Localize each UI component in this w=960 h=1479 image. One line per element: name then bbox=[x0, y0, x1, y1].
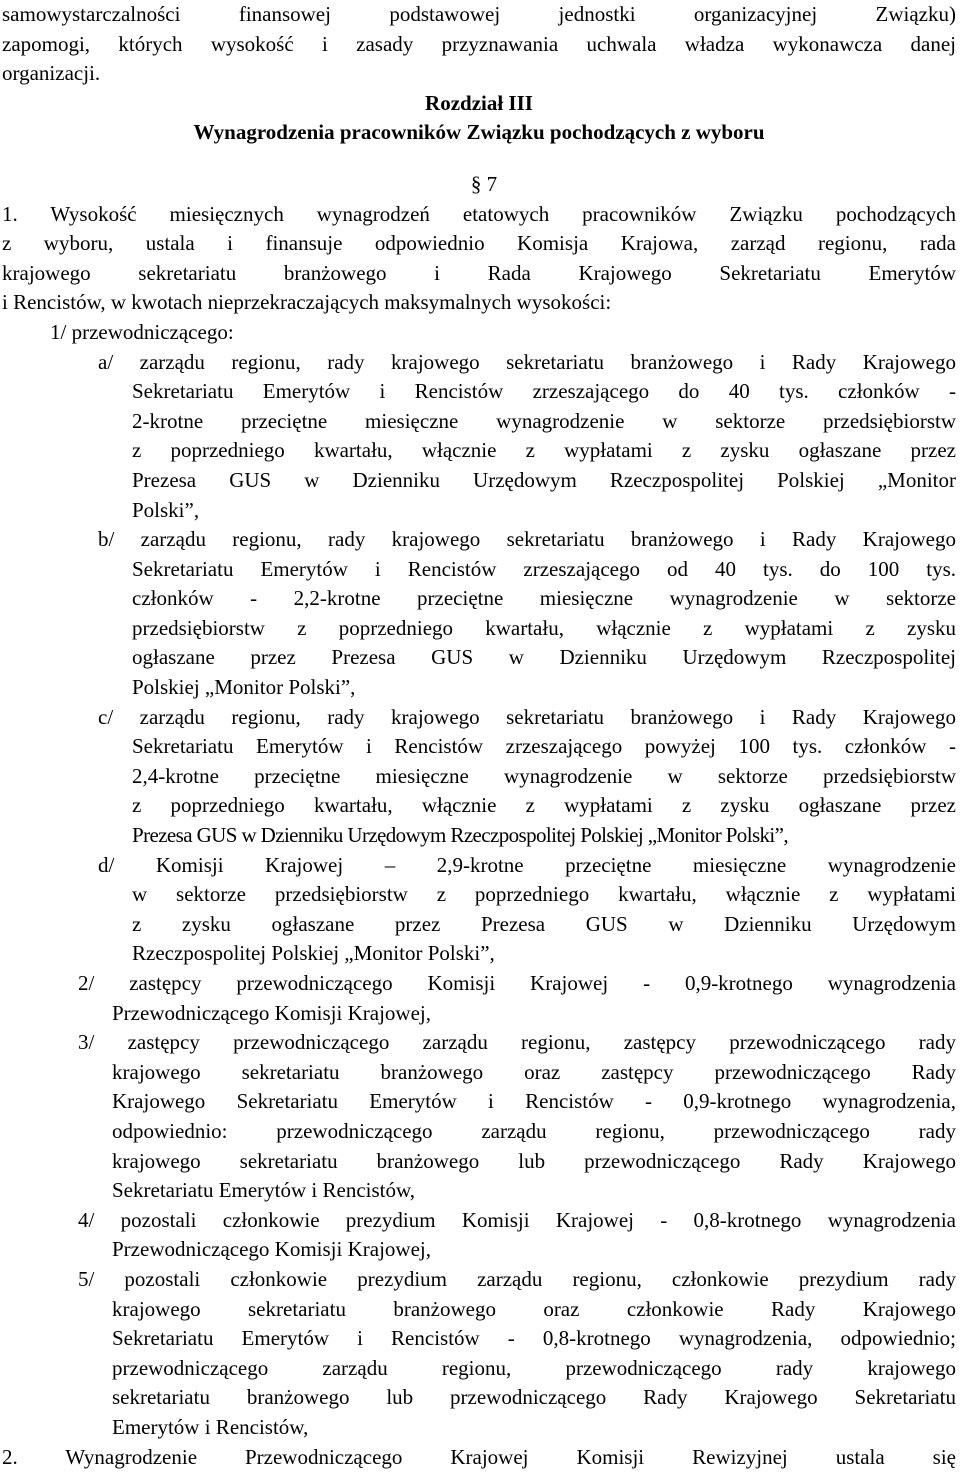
sub-item-d bbox=[2, 851, 956, 969]
text-line: członków - 2,2-krotne przeciętne miesięczne wynagrodzenie w sektorze bbox=[132, 586, 956, 611]
intro-line: zapomogi, których wysokość i zasady przyznawania uchwala władza wykonawcza danej bbox=[2, 31, 956, 56]
text-line: Sekretariatu Emerytów i Rencistów zrzeszającego do 40 tys. członków - bbox=[132, 379, 956, 404]
text-line: przedsiębiorstw z poprzedniego kwartału, włącznie z wypłatami z zysku bbox=[132, 615, 956, 640]
text-line: 3/ zastępcy przewodniczącego zarządu regionu, zastępcy przewodniczącego rady bbox=[78, 1030, 956, 1055]
text-line: Sekretariatu Emerytów i Rencistów - 0,8-krotnego wynagrodzenia, odpowiednio; bbox=[112, 1326, 956, 1351]
sub-item-c bbox=[2, 703, 956, 851]
list-item-4 bbox=[2, 1206, 956, 1265]
text-line: krajowego sekretariatu branżowego i Rada Krajowego Sekretariatu Emerytów bbox=[2, 260, 956, 285]
text-line: Prezesa GUS w Dzienniku Urzędowym Rzeczpospolitej Polskiej „Monitor Polski”, bbox=[132, 823, 789, 848]
text-line: Polski”, bbox=[132, 497, 200, 522]
section-number: § 7 bbox=[470, 171, 498, 196]
intro-line: samowystarczalności finansowej podstawowej jednostki organizacyjnej Związku) bbox=[2, 2, 956, 26]
text-line: b/ zarządu regionu, rady krajowego sekretariatu branżowego i Rady Krajowego bbox=[98, 527, 956, 552]
text-line: 2,4-krotne przeciętne miesięczne wynagrodzenie w sektorze przedsiębiorstw bbox=[132, 763, 956, 788]
text-line: 1. Wysokość miesięcznych wynagrodzeń etatowych pracowników Związku pochodzących bbox=[2, 201, 956, 226]
text-line: z wyboru, ustala i finansuje odpowiednio Komisja Krajowa, zarząd regionu, rada bbox=[2, 231, 956, 256]
text-line: ogłaszane przez Prezesa GUS w Dzienniku Urzędowym Rzeczpospolitej bbox=[132, 645, 956, 670]
text-line: a/ zarządu regionu, rady krajowego sekretariatu branżowego i Rady Krajowego bbox=[98, 349, 956, 374]
chapter-subtitle: Wynagrodzenia pracowników Związku pochodzących z wyboru bbox=[193, 120, 765, 145]
text-line: 2/ zastępcy przewodniczącego Komisji Krajowej - 0,9-krotnego wynagrodzenia bbox=[78, 971, 956, 995]
text-line: Emerytów i Rencistów, bbox=[112, 1414, 309, 1439]
text-line: sekretariatu branżowego lub przewodniczącego Rady Krajowego Sekretariatu bbox=[112, 1385, 956, 1410]
text-line: 2. Wynagrodzenie Przewodniczącego Krajowej Komisji Rewizyjnej ustala się bbox=[2, 1444, 956, 1469]
intro-line: organizacji. bbox=[2, 61, 101, 86]
sub-item-b bbox=[2, 525, 956, 703]
text-line: Prezesa GUS w Dzienniku Urzędowym Rzeczpospolitej Polskiej „Monitor bbox=[132, 467, 956, 492]
text-line: Sekretariatu Emerytów i Rencistów zrzeszającego od 40 tys. do 100 tys. bbox=[132, 556, 956, 581]
text-line: Sekretariatu Emerytów i Rencistów zrzeszającego powyżej 100 tys. członków - bbox=[132, 734, 956, 759]
text-line: Krajowego Sekretariatu Emerytów i Rencistów - 0,9-krotnego wynagrodzenia, bbox=[112, 1089, 956, 1114]
text-line: z poprzedniego kwartału, włącznie z wypłatami z zysku ogłaszane przez bbox=[132, 793, 956, 818]
text-line: z poprzedniego kwartału, włącznie z wypłatami z zysku ogłaszane przez bbox=[132, 438, 956, 463]
sub-item-a bbox=[2, 348, 956, 526]
list-item-2 bbox=[2, 969, 956, 1028]
chapter-heading bbox=[2, 89, 956, 148]
text-line: krajowego sekretariatu branżowego oraz zastępcy przewodniczącego Rady bbox=[112, 1059, 956, 1084]
text-line: Rzeczpospolitej Polskiej „Monitor Polski”, bbox=[132, 941, 495, 966]
text-line: d/ Komisji Krajowej – 2,9-krotne przeciętne miesięczne wynagrodzenie bbox=[98, 852, 956, 877]
chapter-title: Rozdział III bbox=[425, 90, 533, 115]
text-line: 2-krotne przeciętne miesięczne wynagrodzenie w sektorze przedsiębiorstw bbox=[132, 408, 956, 433]
text-line: przewodniczącego zarządu regionu, przewodniczącego rady krajowego bbox=[112, 1355, 956, 1380]
paragraph-1 bbox=[2, 200, 956, 348]
text-line: krajowego sekretariatu branżowego oraz członkowie Rady Krajowego bbox=[112, 1296, 956, 1321]
text-line: 5/ pozostali członkowie prezydium zarządu regionu, członkowie prezydium rady bbox=[78, 1266, 956, 1291]
text-line: c/ zarządu regionu, rady krajowego sekretariatu branżowego i Rady Krajowego bbox=[98, 704, 956, 729]
list-item-5 bbox=[2, 1265, 956, 1443]
paragraph-2 bbox=[2, 1443, 956, 1473]
text-line: 4/ pozostali członkowie prezydium Komisji Krajowej - 0,8-krotnego wynagrodzenia bbox=[78, 1207, 956, 1232]
list-item-3 bbox=[2, 1028, 956, 1206]
text-line: Przewodniczącego Komisji Krajowej, bbox=[112, 1237, 431, 1262]
list-item-label: 1/ przewodniczącego: bbox=[50, 319, 234, 344]
text-line: Przewodniczącego Komisji Krajowej, bbox=[112, 1000, 431, 1025]
text-line: i Rencistów, w kwotach nieprzekraczających maksymalnych wysokości: bbox=[2, 290, 612, 315]
text-line: krajowego sekretariatu branżowego lub przewodniczącego Rady Krajowego bbox=[112, 1148, 956, 1173]
text-line: Sekretariatu Emerytów i Rencistów, bbox=[112, 1178, 416, 1203]
text-line: odpowiednio: przewodniczącego zarządu regionu, przewodniczącego rady bbox=[112, 1118, 956, 1143]
text-line: z zysku ogłaszane przez Prezesa GUS w Dzienniku Urzędowym bbox=[132, 911, 956, 936]
text-line: Polskiej „Monitor Polski”, bbox=[132, 675, 356, 700]
text-line: w sektorze przedsiębiorstw z poprzedniego kwartału, włącznie z wypłatami bbox=[132, 882, 956, 907]
